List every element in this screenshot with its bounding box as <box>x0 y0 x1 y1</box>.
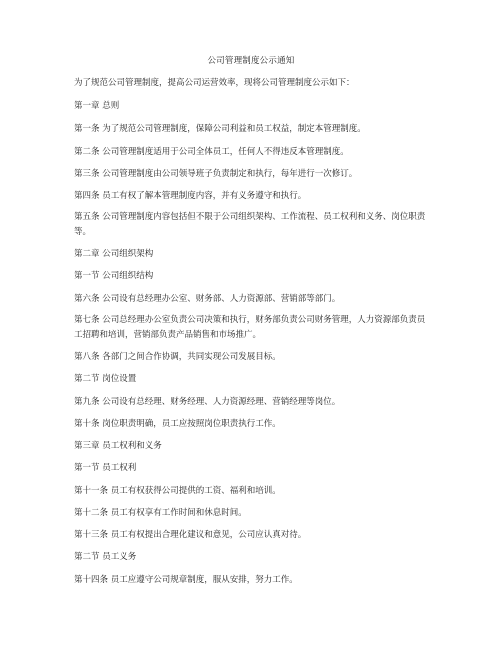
section-heading: 第二节 员工义务 <box>74 552 137 562</box>
article-paragraph: 第六条 公司设有总经理办公室、财务部、人力资源部、营销部等部门。 <box>74 294 341 304</box>
intro-paragraph: 为了规范公司管理制度，提高公司运营效率，现将公司管理制度公示如下： <box>74 78 355 88</box>
article-paragraph: 第十二条 员工有权享有工作时间和休息时间。 <box>74 508 247 518</box>
chapter-heading: 第一章 总则 <box>74 101 120 111</box>
document-title: 公司管理制度公示通知 <box>207 56 295 66</box>
article-paragraph: 第三条 公司管理制度由公司领导班子负责制定和执行，每年进行一次修订。 <box>74 169 358 179</box>
article-paragraph: 第十四条 员工应遵守公司规章制度，服从安排，努力工作。 <box>74 575 298 585</box>
chapter-heading: 第三章 员工权利和义务 <box>74 441 162 451</box>
section-heading: 第一节 员工权利 <box>74 463 137 473</box>
article-paragraph: 第十一条 员工有权获得公司提供的工资、福利和培训。 <box>74 486 281 496</box>
article-paragraph: 第九条 公司设有总经理、财务经理、人力资源经理、营销经理等岗位。 <box>74 397 341 407</box>
article-paragraph: 第二条 公司管理制度适用于公司全体员工，任何人不得违反本管理制度。 <box>74 147 349 157</box>
section-heading: 第二节 岗位设置 <box>74 374 137 384</box>
article-paragraph: 第十三条 员工有权提出合理化建议和意见，公司应认真对待。 <box>74 530 307 540</box>
article-paragraph: 第七条 公司总经理办公室负责公司决策和执行，财务部负责公司财务管理，人力资源部负责员工招聘和培训，营销部负责产品销售和市场推广。 <box>74 315 426 340</box>
article-paragraph: 第十条 岗位职责明确，员工应按照岗位职责执行工作。 <box>74 419 281 429</box>
chapter-heading: 第二章 公司组织架构 <box>74 249 154 259</box>
article-paragraph: 第八条 各部门之间合作协调，共同实现公司发展目标。 <box>74 352 281 362</box>
article-paragraph: 第四条 员工有权了解本管理制度内容，并有义务遵守和执行。 <box>74 191 307 201</box>
section-heading: 第一节 公司组织结构 <box>74 271 154 281</box>
article-paragraph: 第一条 为了规范公司管理制度，保障公司利益和员工权益，制定本管理制度。 <box>74 124 366 134</box>
article-paragraph: 第五条 公司管理制度内容包括但不限于公司组织架构、工作流程、员工权利和义务、岗位职责等。 <box>74 212 426 237</box>
